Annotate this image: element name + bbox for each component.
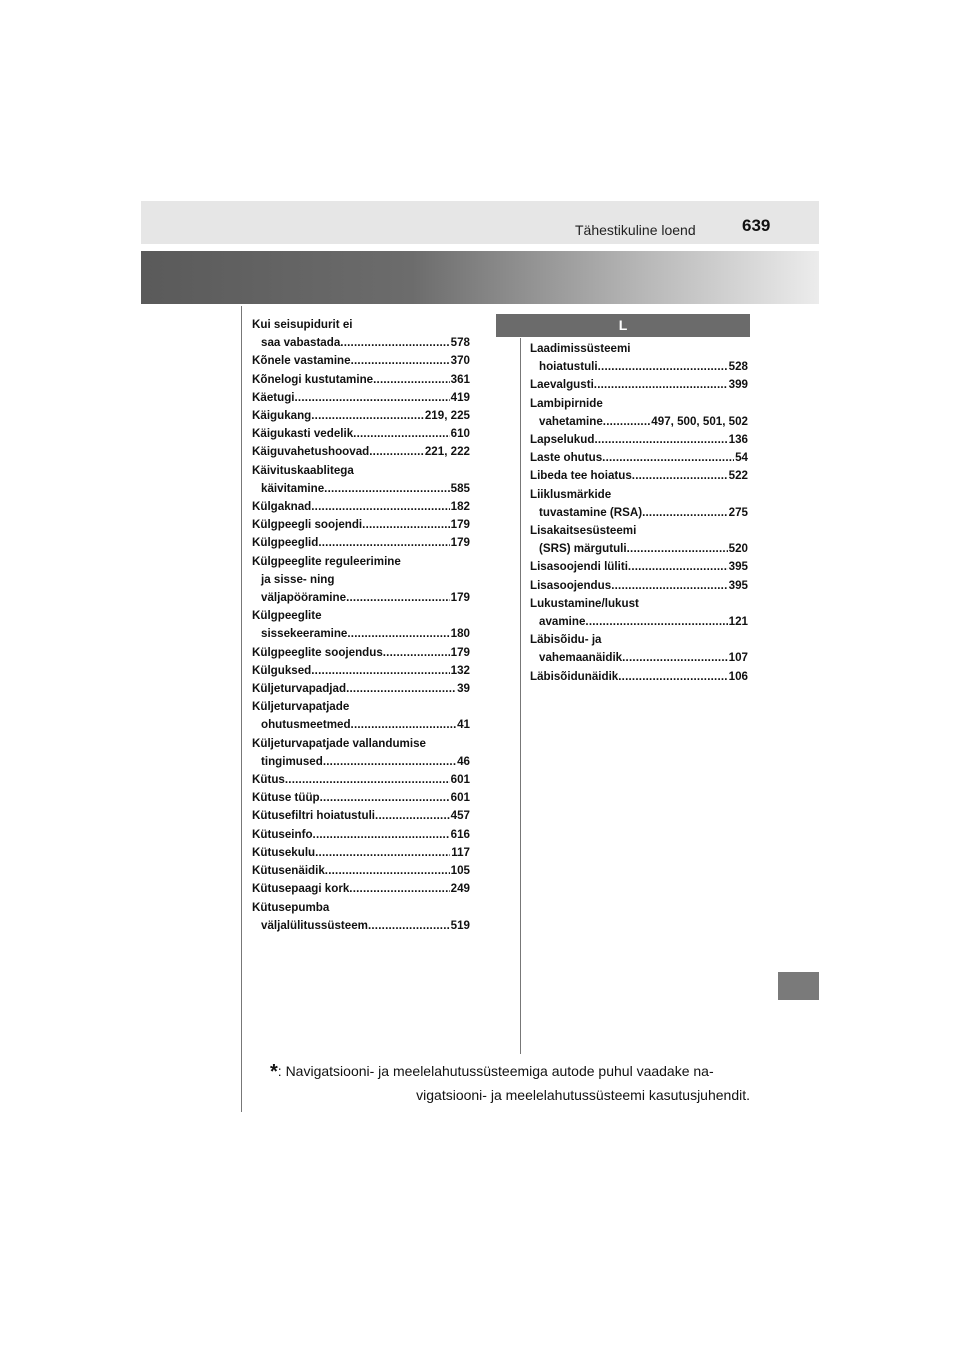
index-entry-page: 182 — [450, 500, 470, 514]
index-entry-label: hoiatustuli — [539, 360, 598, 374]
dot-leader — [628, 558, 728, 576]
index-entry-page: 610 — [450, 427, 470, 441]
dot-leader — [622, 649, 728, 667]
index-entry-page: 578 — [450, 336, 470, 350]
index-entry-page: 395 — [728, 578, 748, 592]
page-title: Tähestikuline loend — [575, 222, 696, 238]
index-entry-label: Kütuse tüüp — [252, 791, 320, 805]
index-entry — [252, 389, 470, 407]
index-entry — [252, 807, 470, 825]
index-entry-label: Kütusenäidik — [252, 864, 325, 878]
dot-leader — [351, 352, 450, 370]
index-entry-label: Läbisõidunäidik — [530, 669, 619, 683]
index-entry-page: 497, 500, 501, 502 — [651, 414, 748, 428]
dot-leader — [594, 376, 728, 394]
dot-leader — [311, 407, 424, 425]
index-entry-label: Lisasoojendi lüliti — [530, 560, 628, 574]
footnote-line-1: : Navigatsiooni- ja meelelahutussüsteemiga autode puhul vaadake na- — [277, 1063, 714, 1079]
footnote-line-2: vigatsiooni- ja meelelahutussüsteemi kasutusjuhendit. — [416, 1087, 750, 1103]
index-entry-label: avamine — [539, 615, 586, 629]
index-entry-label: Lukustamine/lukust — [530, 596, 639, 610]
index-entry-page: 179 — [450, 591, 470, 605]
index-entry-label: (SRS) märgutuli — [539, 542, 627, 556]
decorative-gradient-band — [141, 251, 819, 304]
index-entry-label: Lapselukud — [530, 433, 595, 447]
dot-leader — [346, 680, 456, 698]
index-entry-page: 585 — [450, 481, 470, 495]
index-entry-label: Käigukang — [252, 409, 312, 423]
index-entry-label: saa vabastada — [261, 336, 341, 350]
index-entry — [252, 425, 470, 443]
index-entry-page: 275 — [728, 505, 748, 519]
index-entry-label: ohutusmeetmed — [261, 718, 351, 732]
index-entry-label: Laevalgusti — [530, 378, 594, 392]
index-entry-page: 370 — [450, 354, 470, 368]
index-entry-page: 601 — [450, 791, 470, 805]
dot-leader — [627, 540, 728, 558]
index-entry — [252, 680, 470, 698]
index-entry-page: 522 — [728, 469, 748, 483]
index-entry-page: 54 — [735, 451, 748, 465]
dot-leader — [311, 662, 449, 680]
index-entry-label: Läbisõidu- ja — [530, 633, 602, 647]
index-entry-label: Kõnele vastamine — [252, 354, 351, 368]
index-entry-label: sissekeeramine — [261, 627, 348, 641]
index-entry — [252, 443, 470, 461]
index-entry — [252, 789, 470, 807]
index-entry-page: 419 — [450, 390, 470, 404]
index-entry-page: 105 — [450, 864, 470, 878]
dot-leader — [323, 753, 456, 771]
index-entry — [530, 522, 748, 558]
index-entry-label: tingimused — [261, 754, 323, 768]
index-entry-label: Lisasoojendus — [530, 578, 612, 592]
header-band — [141, 201, 819, 244]
section-letter-header: L — [496, 314, 750, 337]
index-entry — [252, 371, 470, 389]
index-entry — [530, 631, 748, 667]
left-margin-rule — [241, 306, 242, 1112]
index-entry-page: 179 — [450, 536, 470, 550]
dot-leader — [594, 431, 727, 449]
index-entry — [530, 668, 748, 686]
dot-leader — [373, 371, 450, 389]
index-column-left — [252, 316, 470, 935]
index-column-right — [530, 340, 748, 686]
index-entry — [252, 316, 470, 352]
index-entry — [252, 735, 470, 771]
index-entry-label: Külgaknad — [252, 500, 312, 514]
index-entry-page: 106 — [728, 669, 748, 683]
index-entry — [530, 486, 748, 522]
index-entry-label: vahemaanäidik — [539, 651, 623, 665]
index-entry — [252, 771, 470, 789]
dot-leader — [642, 504, 728, 522]
index-entry-page: 520 — [728, 542, 748, 556]
index-entry-page: 179 — [450, 645, 470, 659]
index-entry-label: Käigukasti vedelik — [252, 427, 354, 441]
index-entry-label: Kütuseinfo — [252, 827, 313, 841]
dot-leader — [369, 443, 424, 461]
footnote-marker: * — [270, 1061, 278, 1083]
dot-leader — [349, 880, 449, 898]
index-entry — [252, 844, 470, 862]
index-entry-page: 616 — [450, 827, 470, 841]
index-entry-page: 132 — [450, 663, 470, 677]
index-entry-label: väljapööramine — [261, 591, 347, 605]
index-entry-label: väljalülitussüsteem — [261, 918, 368, 932]
index-entry-page: 179 — [450, 518, 470, 532]
dot-leader — [632, 467, 728, 485]
index-entry-label: Külgpeeglite — [252, 609, 322, 623]
index-entry-page: 601 — [450, 773, 470, 787]
dot-leader — [324, 480, 450, 498]
dot-leader — [295, 389, 450, 407]
index-entry-label: Laadimissüsteemi — [530, 342, 631, 355]
index-entry — [530, 558, 748, 576]
index-entry-label: Käetugi — [252, 390, 295, 404]
index-entry-page: 457 — [450, 809, 470, 823]
index-entry-label: Kütusekulu — [252, 845, 316, 859]
index-entry-label: tuvastamine (RSA) — [539, 505, 643, 519]
index-entry-page: 41 — [457, 718, 470, 732]
dot-leader — [383, 644, 450, 662]
index-entry-label: Liiklusmärkide — [530, 487, 612, 501]
index-entry-page: 121 — [728, 615, 748, 629]
column-divider-rule — [520, 338, 521, 1054]
dot-leader — [598, 358, 728, 376]
index-entry-page: 107 — [728, 651, 748, 665]
index-entry — [252, 607, 470, 643]
index-entry-label: Külgpeeglid — [252, 536, 319, 550]
page-number: 639 — [742, 216, 771, 235]
index-entry-page: 180 — [450, 627, 470, 641]
dot-leader — [603, 413, 651, 431]
index-entry-page: 39 — [457, 682, 470, 696]
dot-leader — [375, 807, 450, 825]
index-entry-label: käivitamine — [261, 481, 325, 495]
index-entry-page: 46 — [457, 754, 470, 768]
dot-leader — [362, 516, 450, 534]
index-entry — [252, 662, 470, 680]
dot-leader — [611, 577, 727, 595]
index-entry-page: 361 — [450, 372, 470, 386]
index-entry — [252, 862, 470, 880]
index-entry-label: Käiguvahetushoovad — [252, 445, 370, 459]
index-entry-label: Lambipirnide — [530, 396, 603, 410]
dot-leader — [311, 498, 449, 516]
dot-leader — [353, 425, 449, 443]
dot-leader — [318, 534, 449, 552]
index-entry — [252, 462, 470, 498]
index-entry — [530, 577, 748, 595]
index-entry-label: Libeda tee hoiatus — [530, 469, 632, 483]
index-entry-label: Külgpeeglite reguleerimine — [252, 554, 401, 568]
index-entry-label: Lisakaitsesüsteemi — [530, 524, 637, 538]
dot-leader — [368, 917, 450, 935]
index-entry-page: 249 — [450, 882, 470, 896]
index-entry-page: 528 — [728, 360, 748, 374]
dot-leader — [320, 789, 450, 807]
index-entry-label: Küljeturvapatjade — [252, 700, 350, 714]
index-entry — [252, 498, 470, 516]
dot-leader — [351, 716, 457, 734]
index-entry — [252, 516, 470, 534]
index-entry-page: 219, 225 — [424, 409, 470, 423]
index-entry — [252, 698, 470, 734]
index-entry — [530, 467, 748, 485]
index-entry-label: Kütusepumba — [252, 900, 330, 914]
index-entry-page: 395 — [728, 560, 748, 574]
index-entry — [530, 449, 748, 467]
index-entry — [252, 352, 470, 370]
index-entry — [530, 340, 748, 376]
index-entry — [530, 431, 748, 449]
index-entry-label: Külgpeeglite soojendus — [252, 645, 383, 659]
index-entry-label: Kütus — [252, 773, 285, 787]
index-entry — [252, 644, 470, 662]
index-entry — [252, 826, 470, 844]
footnote — [270, 1060, 750, 1107]
dot-leader — [285, 771, 450, 789]
index-entry — [530, 395, 748, 431]
dot-leader — [313, 826, 450, 844]
index-entry-label: Laste ohutus — [530, 451, 603, 465]
dot-leader — [315, 844, 450, 862]
index-entry-page: 221, 222 — [424, 445, 470, 459]
index-entry — [252, 534, 470, 552]
index-entry — [252, 880, 470, 898]
index-entry — [252, 407, 470, 425]
index-entry-label: Külguksed — [252, 663, 312, 677]
index-entry-label: Kui seisupidurit ei — [252, 318, 353, 331]
thumb-index-tab — [778, 972, 819, 1000]
dot-leader — [347, 625, 449, 643]
index-entry-page: 519 — [450, 918, 470, 932]
dot-leader — [340, 334, 449, 352]
index-entry-label: vahetamine — [539, 414, 603, 428]
index-entry-page: 399 — [728, 378, 748, 392]
index-entry-label: Käivituskaablitega — [252, 463, 354, 477]
index-entry-page: 117 — [451, 845, 470, 859]
dot-leader — [585, 613, 727, 631]
index-entry-label: Kütusefiltri hoiatustuli — [252, 809, 376, 823]
index-entry — [252, 553, 470, 608]
index-entry-label: Külgpeegli soojendi — [252, 518, 363, 532]
dot-leader — [346, 589, 450, 607]
dot-leader — [602, 449, 734, 467]
index-entry — [530, 376, 748, 394]
index-entry-label: Küljeturvapatjade vallandumise — [252, 736, 426, 750]
index-entry — [530, 595, 748, 631]
index-entry-label: Kõnelogi kustutamine — [252, 372, 374, 386]
index-entry-label: Küljeturvapadjad — [252, 682, 347, 696]
index-entry-label: ja sisse- ning — [261, 572, 335, 586]
index-entry-label: Kütusepaagi kork — [252, 882, 350, 896]
index-entry-page: 136 — [728, 433, 748, 447]
dot-leader — [618, 668, 727, 686]
index-entry — [252, 899, 470, 935]
dot-leader — [325, 862, 450, 880]
